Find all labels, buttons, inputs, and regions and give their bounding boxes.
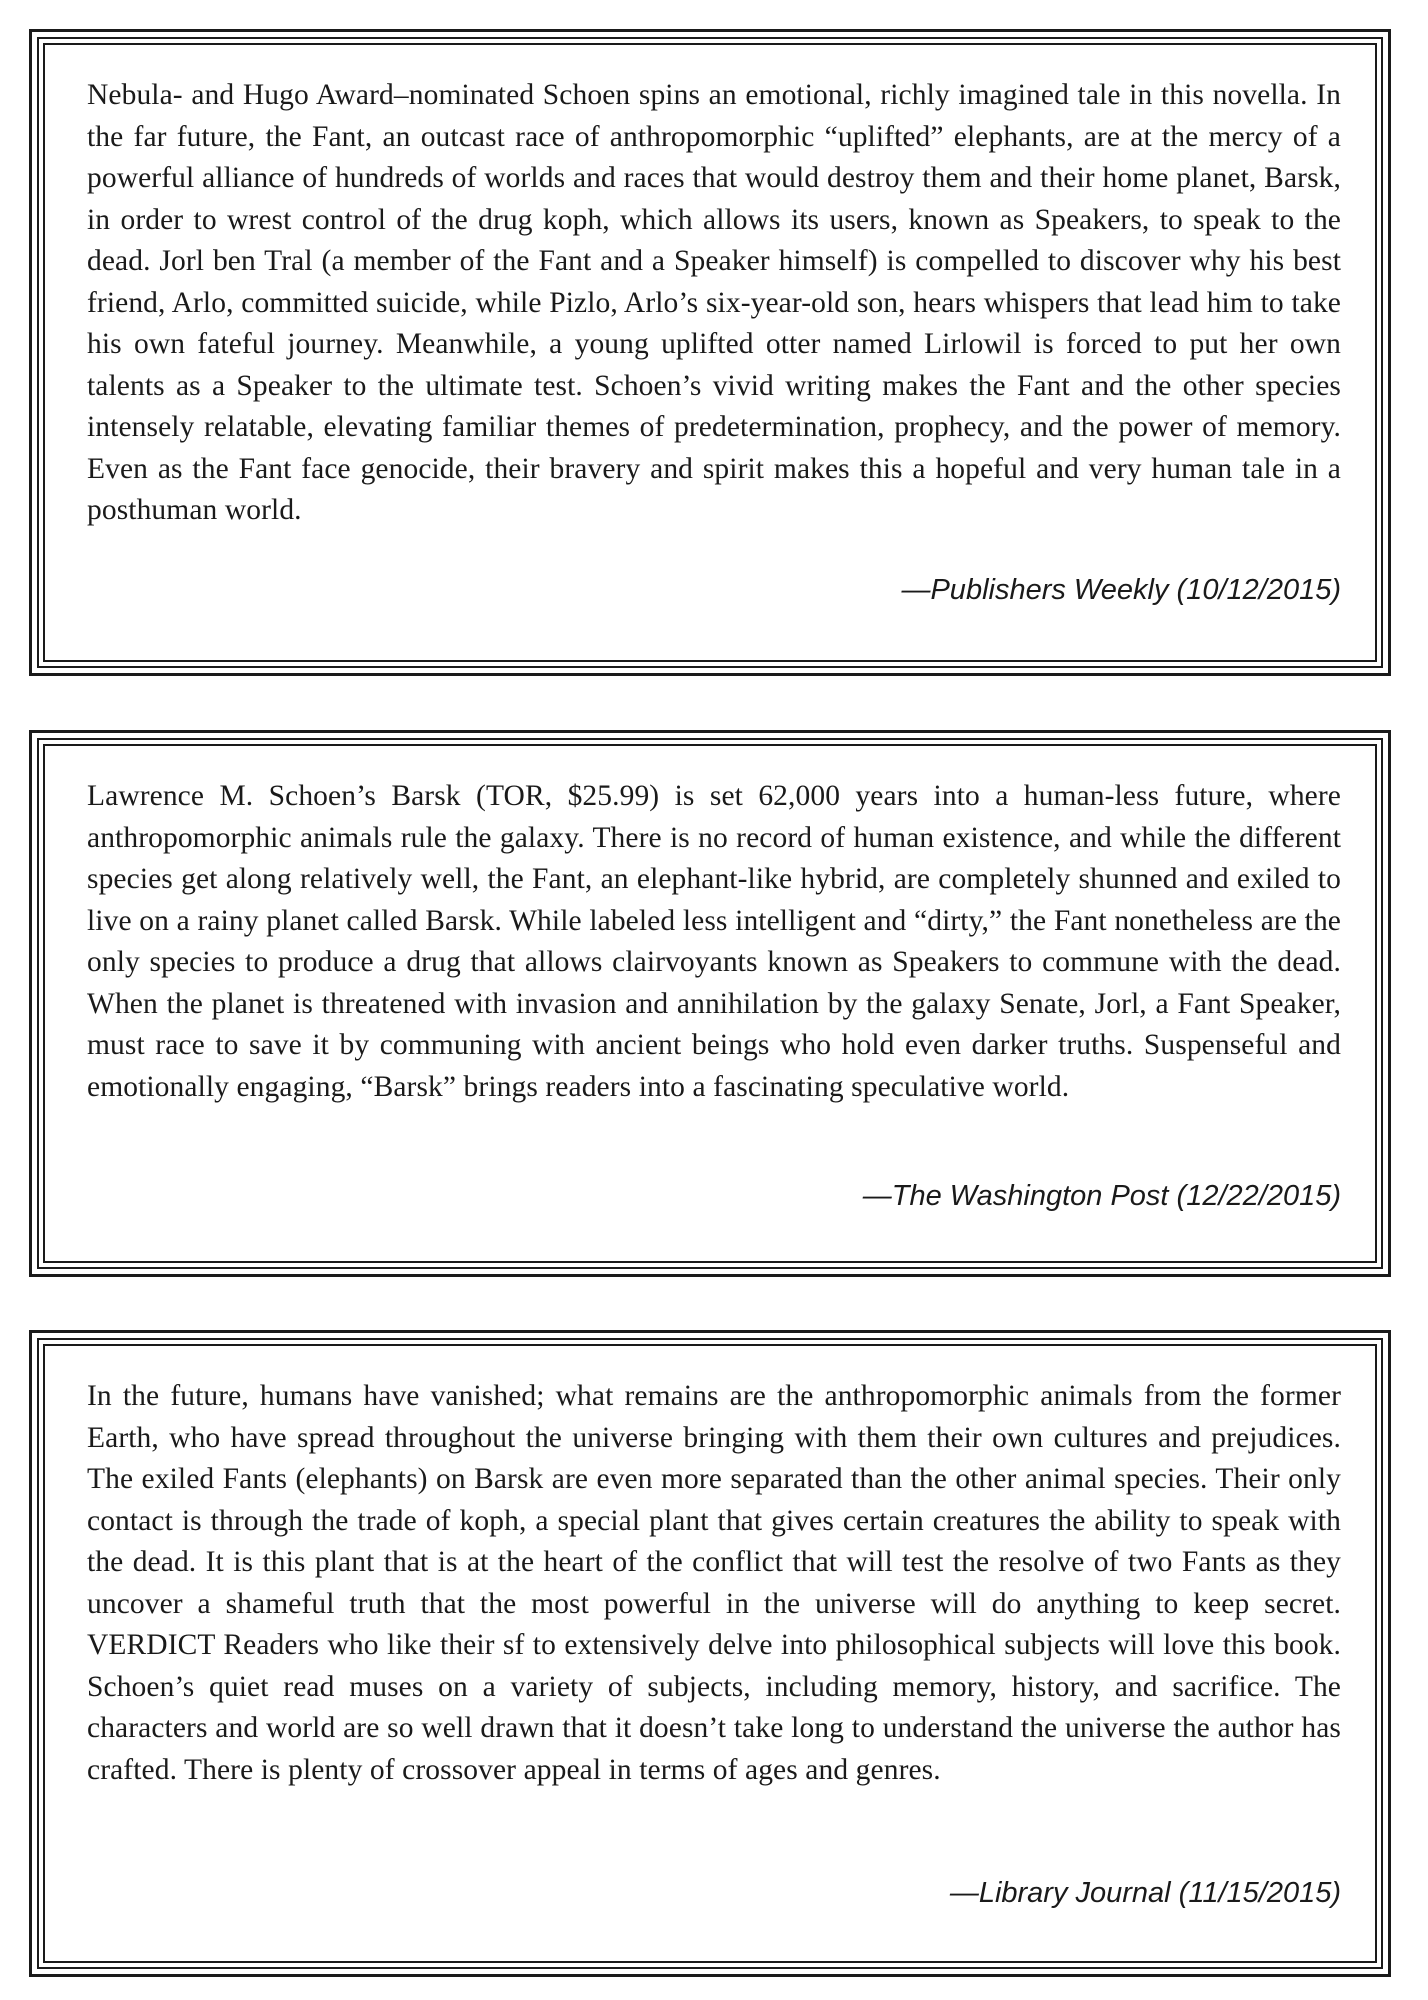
- review-frame: [37, 37, 1383, 668]
- review-content: [43, 744, 1377, 1263]
- review-content: [43, 43, 1377, 662]
- review-box-library-journal: [29, 1330, 1391, 1977]
- review-text: In the future, humans have vanished; what remains are the anthropomorphic animals from the former Earth, who have spread throughout the universe bringing with them their own cultures and prejudices. The exiled Fants (elephants) on Barsk are even more separated than the other animal species. Their only contact is through the trade of koph, a special plant that gives certain creatures the ability to speak with the dead. It is this plant that is at the heart of the conflict that will test the resolve of two Fants as they uncover a shameful truth that the most powerful in the universe will do anything to keep secret. VERDICT Readers who like their sf to extensively delve into philosophical subjects will love this book. Schoen’s quiet read muses on a variety of subjects, including memory, history, and sacrifice. The characters and world are so well drawn that it doesn’t take long to understand the universe the author has crafted. There is plenty of crossover appeal in terms of ages and genres.: [87, 1380, 1341, 1786]
- review-text: Lawrence M. Schoen’s Barsk (TOR, $25.99) is set 62,000 years into a human-less future, where anthropomorphic animals rule the galaxy. There is no record of human existence, and while the different species get along relatively well, the Fant, an elephant-like hybrid, are completely shunned and exiled to live on a rainy planet called Barsk. While labeled less intelligent and “dirty,” the Fant nonetheless are the only species to produce a drug that allows clairvoyants known as Speakers to commune with the dead. When the planet is threatened with invasion and annihilation by the galaxy Senate, Jorl, a Fant Speaker, must race to save it by communing with ancient beings who hold even darker truths. Suspenseful and emotionally engaging, “Barsk” brings readers into a fascinating speculative world.: [87, 780, 1341, 1103]
- review-box-washington-post: [29, 730, 1391, 1277]
- review-box-publishers-weekly: [29, 29, 1391, 676]
- review-frame: [37, 1338, 1383, 1969]
- review-frame: [37, 738, 1383, 1269]
- review-content: [43, 1344, 1377, 1963]
- review-attribution: —Library Journal (11/15/2015): [949, 1877, 1341, 1909]
- review-text: Nebula- and Hugo Award–nominated Schoen spins an emotional, richly imagined tale in this novella. In the far future, the Fant, an outcast race of anthropomorphic “uplifted” elephants, are at the mercy of a powerful alliance of hundreds of worlds and races that would destroy them and their home planet, Barsk, in order to wrest control of the drug koph, which allows its users, known as Speakers, to speak to the dead. Jorl ben Tral (a member of the Fant and a Speaker himself) is compelled to discover why his best friend, Arlo, committed suicide, while Pizlo, Arlo’s six-year-old son, hears whispers that lead him to take his own fateful journey. Meanwhile, a young uplifted otter named Lirlowil is forced to put her own talents as a Speaker to the ultimate test. Schoen’s vivid writing makes the Fant and the other species intensely relatable, elevating familiar themes of predetermination, prophecy, and the power of memory. Even as the Fant face genocide, their bravery and spirit makes this a hopeful and very human tale in a posthuman world.: [87, 79, 1341, 526]
- review-attribution: —Publishers Weekly (10/12/2015): [901, 574, 1341, 606]
- review-attribution: —The Washington Post (12/22/2015): [862, 1180, 1341, 1212]
